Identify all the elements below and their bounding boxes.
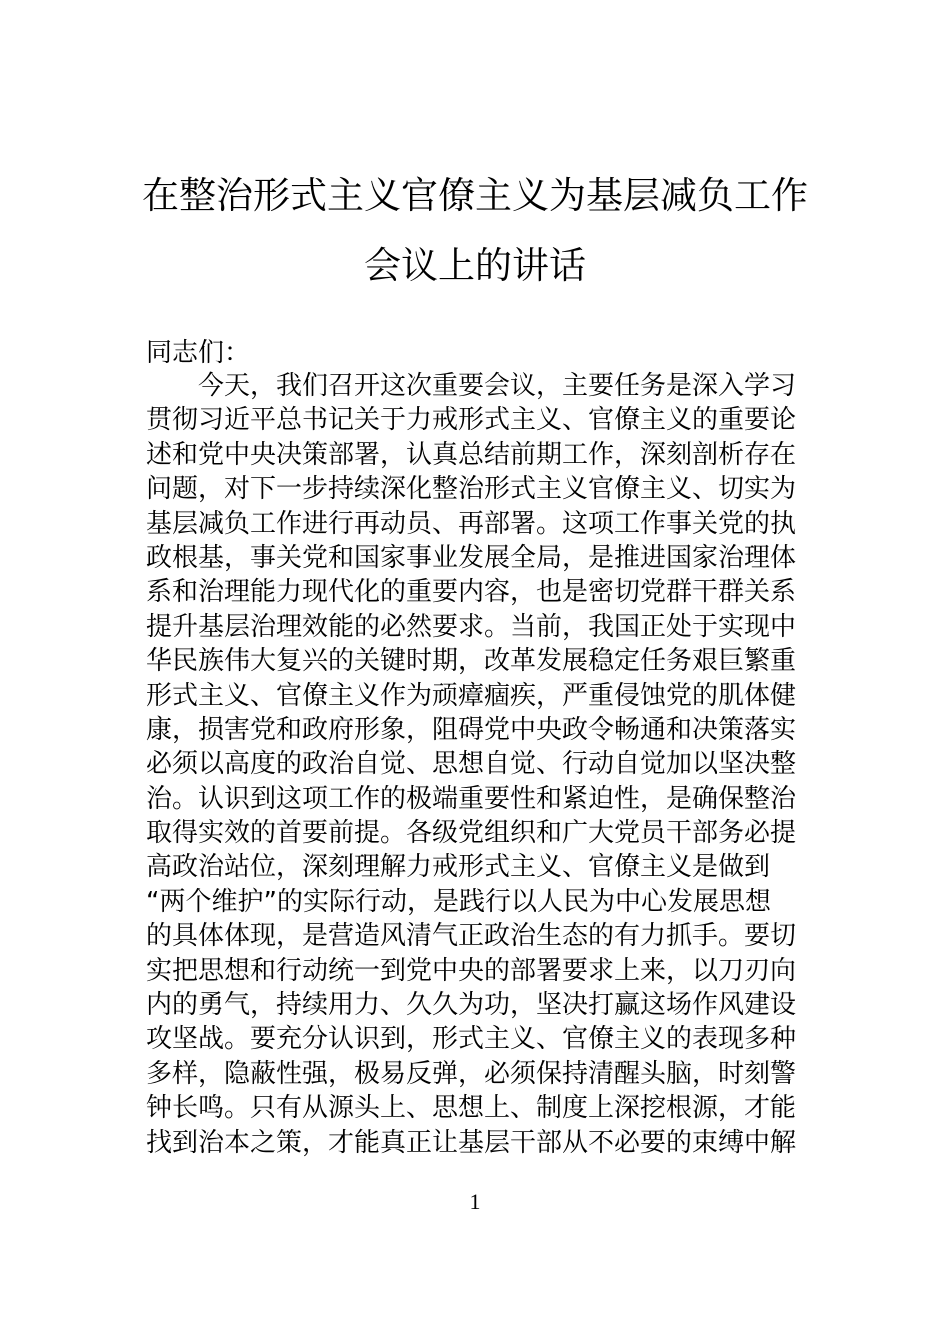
body-paragraph: [146, 369, 806, 1160]
body-line: 攻坚战。要充分认识到，形式主义、官僚主义的表现多种: [146, 1024, 797, 1055]
body-line: 找到治本之策，才能真正让基层干部从不必要的束缚中解: [146, 1127, 797, 1158]
body-line: 述和党中央决策部署，认真总结前期工作，深刻剖析存在: [146, 439, 797, 470]
body-line: “两个维护”的实际行动，是践行以人民为中心发展思想: [146, 886, 771, 917]
body-line: 钟长鸣。只有从源头上、思想上、制度上深挖根源，才能: [146, 1093, 797, 1124]
body-line: 提升基层治理效能的必然要求。当前，我国正处于实现中: [146, 611, 797, 642]
body-line: 贯彻习近平总书记关于力戒形式主义、官僚主义的重要论: [146, 405, 797, 436]
body-line: 系和治理能力现代化的重要内容，也是密切党群干群关系: [146, 577, 797, 608]
body-line: 治。认识到这项工作的极端重要性和紧迫性，是确保整治: [146, 783, 797, 814]
body-line: 康，损害党和政府形象，阻碍党中央政令畅通和决策落实: [146, 714, 797, 745]
body-line: 今天，我们召开这次重要会议，主要任务是深入学习: [198, 371, 797, 401]
document-title-line-1: 在整治形式主义官僚主义为基层减负工作: [142, 174, 808, 217]
body-line: 形式主义、官僚主义作为顽瘴痼疾，严重侵蚀党的肌体健: [146, 680, 797, 711]
salutation: 同志们：: [146, 338, 251, 368]
body-line: 华民族伟大复兴的关键时期，改革发展稳定任务艰巨繁重: [146, 646, 797, 677]
page-number: 1: [469, 1189, 481, 1214]
body-line: 实把思想和行动统一到党中央的部署要求上来，以刀刃向: [146, 955, 797, 986]
body-line: 政根基，事关党和国家事业发展全局，是推进国家治理体: [146, 542, 797, 573]
body-line: 必须以高度的政治自觉、思想自觉、行动自觉加以坚决整: [146, 749, 797, 780]
body-line: 的具体体现，是营造风清气正政治生态的有力抓手。要切: [146, 921, 797, 952]
document-title-line-2: 会议上的讲话: [364, 244, 586, 287]
body-line: 多样，隐蔽性强，极易反弹，必须保持清醒头脑，时刻警: [146, 1058, 797, 1089]
body-line: 问题，对下一步持续深化整治形式主义官僚主义、切实为: [146, 474, 797, 505]
body-line: 基层减负工作进行再动员、再部署。这项工作事关党的执: [146, 508, 797, 539]
body-line: 内的勇气，持续用力、久久为功，坚决打赢这场作风建设: [146, 990, 797, 1021]
body-line: 取得实效的首要前提。各级党组织和广大党员干部务必提: [146, 818, 797, 849]
body-line: 高政治站位，深刻理解力戒形式主义、官僚主义是做到: [146, 852, 771, 883]
